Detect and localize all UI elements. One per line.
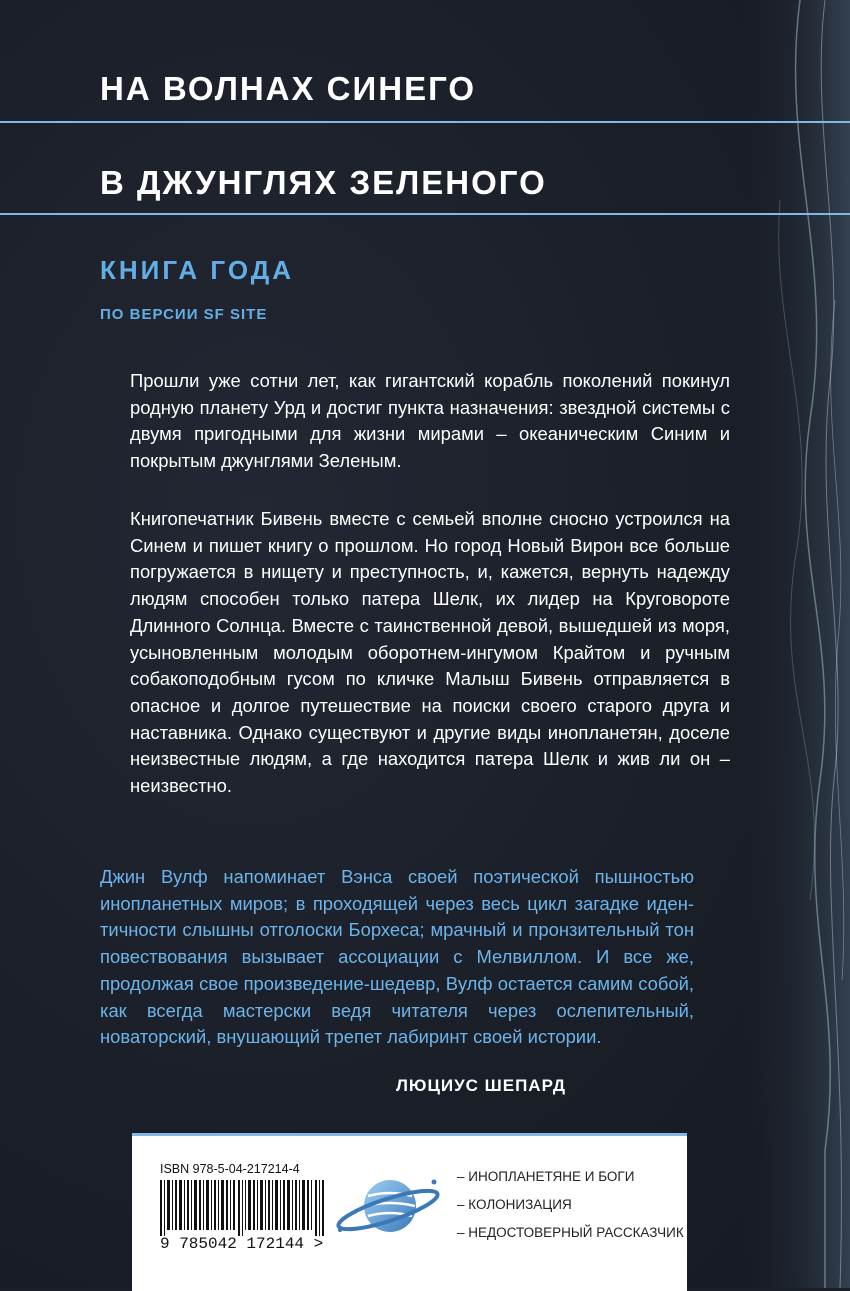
annotation-paragraph-2: Книгопечатник Бивень вместе с семьей вполне сносно устроился на Синем и пишет книгу о прошлом. Но город Новый Вирон все больше погружается в нищету и преступность, и, кажется, вернуть надежду людям способен только патера Шелк, их лидер на Круговороте Длинного Солнца. Вместе с таинственной девой, вышедшей из моря, усыновленным молодым оборотнем-ингумом Крайтом и ручным собакоподобным гусом по кличке Малыш Бивень отправляется в опасное и долгое путешествие на поиски своего старого друга и наставника. Однако существуют и другие виды инопланетян, доселе неизвестные людям, а где находится патера Шелк и жив ли он – неизвестно.	[130, 508, 730, 797]
title-rule-2	[0, 213, 850, 215]
barcode-icon	[160, 1180, 325, 1236]
genre-tag: – ИНОПЛАНЕТЯНЕ И БОГИ	[457, 1169, 635, 1184]
title-line-2: В ДЖУНГЛЯХ ЗЕЛЕНОГО	[100, 164, 547, 201]
title-rule-1	[0, 121, 850, 123]
award-subtitle: ПО ВЕРСИИ SF SITE	[100, 306, 268, 323]
isbn-label: ISBN 978-5-04-217214-4	[160, 1162, 300, 1176]
genre-tag-list	[457, 1170, 684, 1254]
wave-texture-decoration	[740, 0, 850, 1288]
title-line-1: НА ВОЛНАХ СИНЕГО	[100, 70, 477, 107]
award-title: КНИГА ГОДА	[100, 255, 295, 285]
review-author: ЛЮЦИУС ШЕПАРД	[396, 1076, 566, 1095]
barcode-number: 9 785042 172144 >	[160, 1235, 324, 1253]
review-quote: Джин Вулф напоминает Вэнса своей поэтической пышностью инопланетных миров; в проходящей через весь цикл загадке идентичности слышны отголоски Борхеса; мрачный и пронзительный тон повествования вызывает ассоциации с Мелвиллом. И все же, продолжая свое произведение-шедевр, Вулф остается самим собой, как всегда мастерски ведя читателя через ослепительный, новаторский, внушающий трепет лабиринт своей истории.	[100, 866, 694, 1048]
info-panel	[132, 1133, 687, 1291]
genre-tag: – КОЛОНИЗАЦИЯ	[457, 1197, 572, 1212]
annotation-paragraph-1: Прошли уже сотни лет, как гигантский корабль поколений покинул родную планету Урд и достиг пункта назначения: звездной системы с двумя пригодными для жизни мирами – океаническим Синим и покрытым джунглями Зеленым.	[130, 370, 730, 472]
genre-tag: – НЕДОСТОВЕРНЫЙ РАССКАЗЧИК	[457, 1225, 684, 1240]
planet-icon	[332, 1170, 442, 1242]
